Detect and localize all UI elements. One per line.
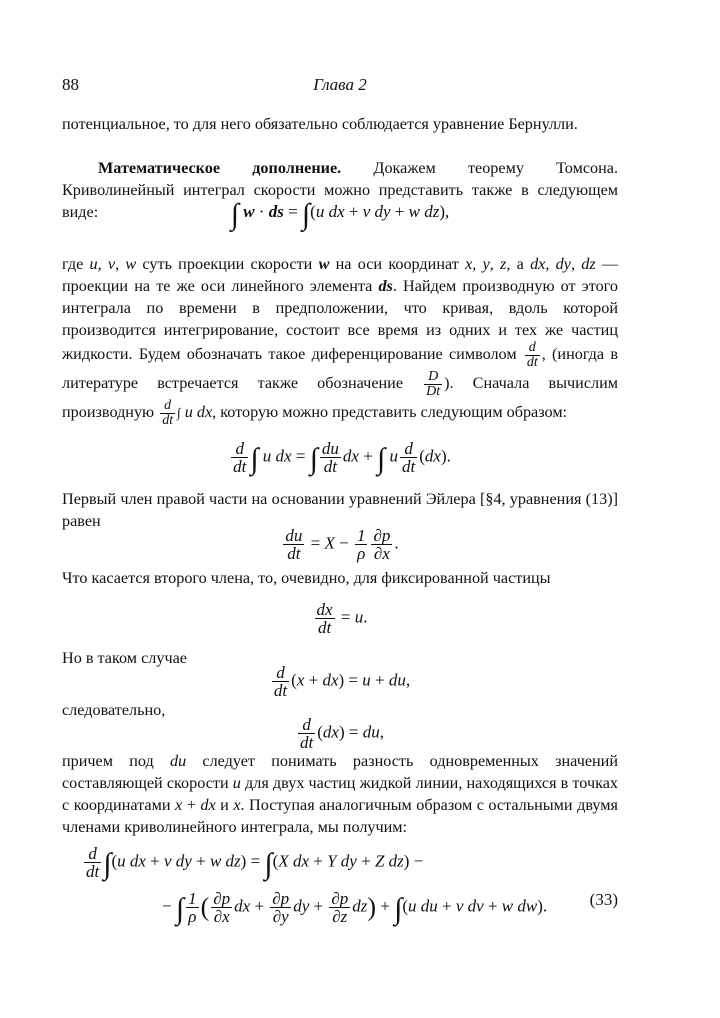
equation-line-integral: ∫ w · ds = ∫(u dx + v dy + w dz),: [230, 198, 450, 231]
paragraph-text: потенциальное, то для него обязательно соблюдается уравнение Бернулли.: [62, 115, 578, 133]
equation-x-plus-dx: $\frac{d}{dt}$ (x + dx) = u + du,: [273, 663, 411, 700]
equation-number: (33): [589, 890, 618, 909]
paragraph-projections: где u, v, w суть проекции скорости w на оси координат x, y, z, а dx, dy, dz — проекции на те же оси линейного элемента ds. Найдем производную от этого интеграла по времени в предположении, что кривая, вдоль которой производится интегрирование, состоит все время из одних и тех же частиц жидкости. Будем обозначать такое диференцирование символом $\frac{d}{dt}$ , (иногда в литературе встречается также обозначение $\frac{D}{Dt}$ ). Сначала вычислим производную $\frac{d}{dt}$ ∫ u dx, которую можно представить следующим образом:: [62, 255, 619, 428]
equation-derivative-integral: $\frac{d}{dt}$ ∫ u dx = ∫ $\frac{du}{dt}$ dx + ∫ u $\frac{d}{dt}$ (dx).: [233, 439, 451, 476]
equation-d-dx: $\frac{d}{dt}$ (dx) = du,: [300, 715, 384, 752]
equation-euler: $\frac{du}{dt}$ = X − $\frac{1}{\rho}$ $\frac{\partial p}{\partial x}$ .: [285, 526, 399, 563]
equation-33-line-1: $\frac{d}{dt}$ ∫(u dx + v dy + w dz) = ∫(X dx + Y dy + Z dz) −: [86, 844, 424, 881]
paragraph-text: Докажем теорему Томсона. Криволинейный интеграл скорости можно представить также в следующем виде:: [62, 159, 618, 221]
equation-33-line-2: − ∫ $\frac{1}{\rho}$ ( $\frac{\partial p}{\partial x}$ dx + $\frac{\partial p}{\partial y}$ dy + $\frac{\partial p}{\partial z}$ dz) + ∫(u du + v dv + w dw). (33): [162, 889, 618, 926]
paragraph-second-term: Что касается второго члена, то, очевидно, для фиксированной частицы: [62, 569, 551, 587]
chapter-title: Глава 2: [313, 75, 367, 94]
paragraph-hence: следовательно,: [62, 701, 166, 719]
paragraph-euler: Первый член правой части на основании уравнений Эйлера [§4, уравнения (13)] равен: [62, 490, 618, 530]
equation-dxdt: $\frac{dx}{dt}$ = u.: [316, 600, 368, 637]
page-number: 88: [62, 75, 79, 94]
section-heading: Математическое дополнение.: [98, 159, 342, 177]
paragraph-du-meaning: причем под du следует понимать разность одновременных значений составляющей скорости u для двух частиц жидкой линии, находящихся в точках с координатами x + dx и x. Поступая аналогичным образом с остальными двумя членами криволинейного интеграла, мы получим:: [62, 752, 619, 836]
paragraph-bernoulli: [62, 113, 618, 135]
paragraph-in-that-case: Но в таком случае: [62, 649, 187, 667]
